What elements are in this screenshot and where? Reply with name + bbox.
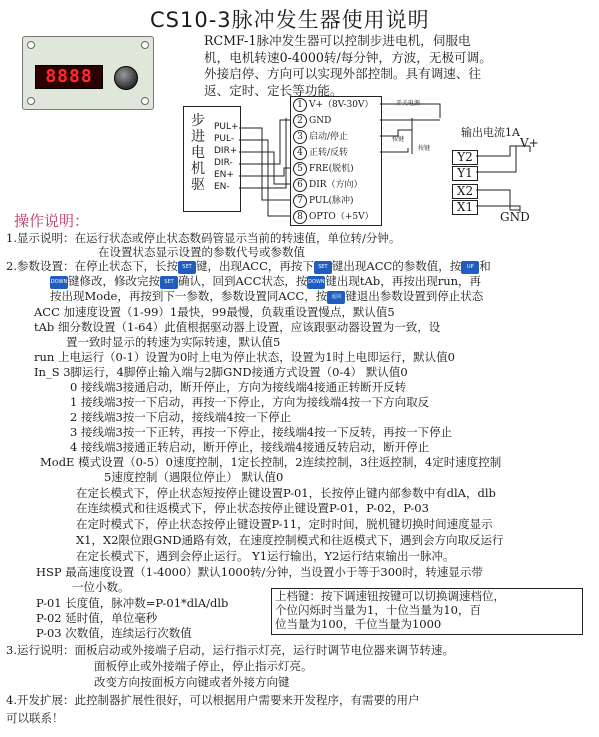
set-key-icon: SET xyxy=(160,276,178,289)
driver-pin: EN- xyxy=(214,182,230,192)
vplus-label: V+ xyxy=(520,136,539,150)
text-line: 在定长模式下，停止状态短按停止键设置P-01，长按停止键内部参数中有dlA，dlb xyxy=(76,486,496,500)
text-line: X1，X2限位跟GND通路有效，在速度控制模式和往返模式下，遇到会方向取反运行 xyxy=(76,533,504,547)
text-segment: 和 xyxy=(479,259,491,273)
text-line: 4 接线端3接通正转启动，断开停止，接线端4接通反转启动，断开停止 xyxy=(70,440,430,454)
text-line: P-03 次数值，连续运行次数值 xyxy=(36,626,192,640)
text-line: 2 接线端3按一下启动，接线端4按一下停止 xyxy=(70,410,292,424)
return-key-icon: 返回 xyxy=(327,291,345,304)
terminal-label: DIR（方向） xyxy=(309,180,363,190)
text-line: 在连续模式和往返模式下，停止状态按停止键设置P-01，P-02，P-03 xyxy=(76,501,429,515)
text-line: 改变方向按面板方向键或者外接方向键 xyxy=(94,675,290,689)
section-title: 操作说明： xyxy=(14,212,90,230)
text-line: 3 接线端3按一下正转，再按一下停止，接线端4按一下反转，再按一下停止 xyxy=(70,425,453,439)
gnd-label: GND xyxy=(500,210,530,224)
terminal-label: PUL(脉冲) xyxy=(309,196,354,206)
driver-label-char: 电 xyxy=(191,145,205,161)
driver-label-char: 机 xyxy=(191,161,205,177)
terminal-row xyxy=(291,97,381,113)
text-line: 0 接线端3接通启动，断开停止，方向为接线端4接通正转断开反转 xyxy=(70,380,407,394)
terminal-row xyxy=(291,161,381,177)
wire-dir-minus xyxy=(239,120,290,164)
text-segment: 键退出参数设置到停止状态 xyxy=(345,289,484,303)
text-line xyxy=(50,289,483,304)
terminal-label: GND xyxy=(309,116,332,126)
text-line: 1.显示说明：在运行状态或停止状态数码管显示当前的转速值，单位转/分钟。 xyxy=(6,231,401,245)
text-line: 1 接线端3按一下启动，再按一下停止，方向为接线端4按一下方向取反 xyxy=(70,395,430,409)
text-line: P-02 延时值，单位毫秒 xyxy=(36,611,158,625)
text-segment: 键修改，修改完按 xyxy=(68,274,160,288)
key-label: 按键 xyxy=(418,145,431,152)
text-line: 置一致时显示的转速为实际转速，默认值5 xyxy=(66,335,281,349)
page-title: CS10-3脉冲发生器使用说明 xyxy=(150,8,430,32)
terminal-row xyxy=(291,113,381,129)
down-key-icon: DOWN xyxy=(307,276,325,289)
terminal-label: 正转/反转 xyxy=(309,148,349,158)
set-key-icon: SET xyxy=(314,261,332,274)
output-current-label: 输出电流1A xyxy=(461,126,520,139)
terminal-block xyxy=(290,96,382,226)
text-segment: 2.参数设置：在停止状态下，长按 xyxy=(6,259,178,273)
text-line: 3.运行说明：面板启动或外接端子启动，运行指示灯亮，运行时调节电位器来调节转速。 xyxy=(6,643,454,657)
terminal-row xyxy=(291,145,381,161)
text-line: 4.开发扩展：此控制器扩展性很好，可以根据用户需要来开发程序，有需要的用户 xyxy=(6,693,420,707)
wire-pul-minus xyxy=(239,140,290,216)
terminal-label: V+（8V-30V） xyxy=(309,100,374,110)
driver-pin: PUL- xyxy=(214,134,235,144)
terminal-label: OPTO（+5V） xyxy=(309,212,374,222)
text-line: 可以联系！ xyxy=(6,711,64,725)
terminal-label: 启动/停止 xyxy=(309,132,349,142)
text-line: 在设置状态显示设置的参数代号或参数值 xyxy=(98,245,305,259)
text-line: 5速度控制（遇限位停止） 默认值0 xyxy=(104,470,284,484)
led-display: 8888 xyxy=(35,65,103,89)
note-line: 上档键：按下调速钮按键可以切换调速档位， xyxy=(275,589,505,603)
text-line xyxy=(6,259,491,274)
key-label: 按键 xyxy=(392,136,405,143)
wire-dir-plus xyxy=(239,152,290,184)
terminal-number: 4 xyxy=(293,146,307,160)
text-line: run 上电运行（0-1）设置为0时上电为停止状态，设置为1时上电即运行，默认值0 xyxy=(34,350,455,364)
text-segment: 键出现tAb，再按出现run，再 xyxy=(325,274,482,288)
up-key-icon: UP xyxy=(461,261,479,274)
note-line: 位当量为100，千位当量为1000 xyxy=(275,617,442,631)
text-line: ModE 模式设置（0-5）0速度控制，1定长控制，2连续控制，3往返控制，4定时速度控制 xyxy=(40,455,502,469)
driver-pin: EN+ xyxy=(214,170,234,180)
terminal-label: FRE(脱机) xyxy=(309,164,354,174)
wire-x2 xyxy=(476,190,520,210)
terminal-row xyxy=(291,209,381,225)
text-line: ACC 加速度设置（1-99）1最快，99最慢，负载重设置慢点，默认值5 xyxy=(34,305,395,319)
text-line: P-01 长度值，脉冲数=P-01*dlA/dlb xyxy=(36,596,229,610)
terminal-number: 6 xyxy=(293,178,307,192)
output-y2: Y2 xyxy=(452,150,478,165)
intro-line: RCMF-1脉冲发生器可以控制步进电机，伺服电 xyxy=(204,33,471,48)
input-x1: X1 xyxy=(452,200,478,215)
terminal-row xyxy=(291,193,381,209)
note-line: 个位闪烁时当量为1，十位当量为10，百 xyxy=(275,603,481,617)
intro-line: 机，电机转速0-4000转/每分钟，方波，无极可调。 xyxy=(204,49,492,65)
text-line: tAb 细分数设置（1-64）此值根据驱动器上设置，应该跟驱动器设置为一致，设 xyxy=(34,320,441,334)
driver-label-char: 进 xyxy=(191,129,205,145)
text-segment: 键出现ACC的参数值，按 xyxy=(331,259,462,273)
text-line: 在定时模式下，停止状态按停止键设置P-11，定时时间，脱机键切换时间速度显示 xyxy=(76,517,493,531)
text-segment: 确认，回到ACC状态，按 xyxy=(178,274,308,288)
terminal-number: 7 xyxy=(293,194,307,208)
intro-line: 外接启停、方向可以实现外部控制。具有调速、往 xyxy=(204,66,482,81)
text-line: HSP 最高速度设置（1-4000）默认1000转/分钟，当设置小于等于300时，转速显示带 xyxy=(36,565,483,579)
wire-key2 xyxy=(380,148,408,152)
text-line xyxy=(50,274,481,289)
output-y1: Y1 xyxy=(452,166,478,181)
terminal-number: 5 xyxy=(293,162,307,176)
terminal-number: 3 xyxy=(293,130,307,144)
input-x2: X2 xyxy=(452,184,478,199)
note-box xyxy=(271,588,583,635)
wire-en-plus xyxy=(239,168,290,176)
terminal-number: 1 xyxy=(293,98,307,112)
driver-pin: DIR+ xyxy=(214,146,238,156)
power-supply-label: 开关电源 xyxy=(396,100,421,107)
driver-label-char: 驱 xyxy=(191,177,205,193)
down-key-icon: DOWN xyxy=(50,276,68,289)
driver-pin: DIR- xyxy=(214,158,233,168)
text-line: 面板停止或外接端子停止，停止指示灯亮。 xyxy=(94,659,313,673)
terminal-row xyxy=(291,129,381,145)
intro-line: 返、定时、定长等功能。 xyxy=(204,82,343,98)
terminal-row xyxy=(291,177,381,193)
terminal-number: 2 xyxy=(293,114,307,128)
text-line: 一位小数。 xyxy=(72,580,130,594)
text-segment: 键，出现ACC，再按下 xyxy=(195,259,314,273)
text-line: In_S 3脚运行，4脚停止输入端与2脚GND接通方式设置（0-4） 默认值0 xyxy=(34,365,408,379)
text-segment: 按出现Mode，再按到下一参数，参数设置同ACC，按 xyxy=(50,289,328,303)
driver-label xyxy=(190,113,206,193)
set-key-icon: SET xyxy=(178,261,196,274)
driver-label-char: 步 xyxy=(191,113,205,129)
text-line: 在定长模式下，遇到会停止运行。 Y1运行输出，Y2运行结束输出一脉冲。 xyxy=(76,549,455,563)
terminal-number: 8 xyxy=(293,210,307,224)
driver-pin: PUL+ xyxy=(214,122,239,132)
